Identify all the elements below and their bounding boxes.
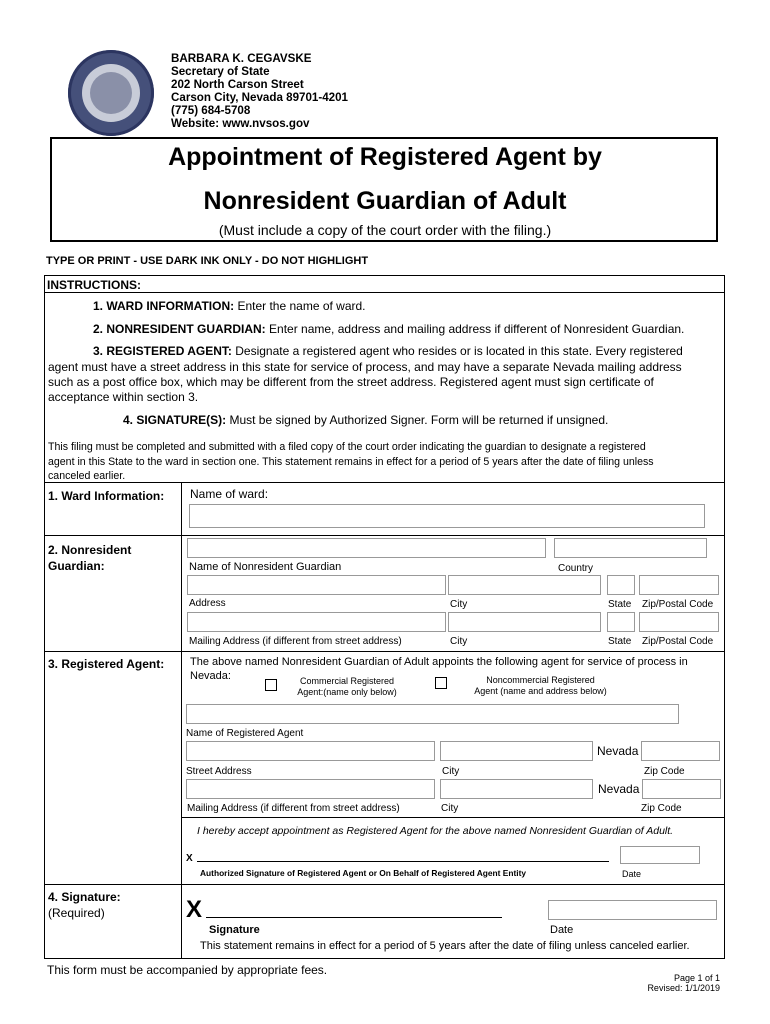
- agent-name-label: Name of Registered Agent: [186, 728, 304, 739]
- guardian-name-label: Name of Nonresident Guardian: [189, 561, 342, 573]
- state-label: State: [608, 599, 632, 610]
- commercial-agent-label: Commercial Registered Agent:(name only below): [297, 676, 397, 697]
- guardian-zip-field[interactable]: [639, 575, 719, 595]
- revised-date: Revised: 1/1/2019: [647, 983, 720, 993]
- instructions-heading: INSTRUCTIONS:: [47, 278, 141, 292]
- guardian-address-field[interactable]: [187, 575, 446, 595]
- instruction-3: 3. REGISTERED AGENT: Designate a registered agent who resides or is located in this state. Every registered: [93, 344, 683, 358]
- ward-name-label: Name of ward:: [190, 487, 269, 501]
- agent-signature-label: Authorized Signature of Registered Agent or On Behalf of Registered Agent Entity: [200, 868, 527, 878]
- street-address-label: Street Address: [186, 766, 252, 777]
- divider: [44, 535, 725, 536]
- mailing-zip-label: Zip/Postal Code: [642, 636, 714, 647]
- filing-note-line2: agent in this State to the ward in section one. This statement remains in effect for a period of 5 years after the date of filing unless: [48, 456, 654, 468]
- guardian-name-field[interactable]: [187, 538, 546, 558]
- instruction-2: 2. NONRESIDENT GUARDIAN: Enter name, address and mailing address if different of Nonresident Guardian.: [93, 322, 685, 336]
- agent-mailing-city-field[interactable]: [440, 779, 593, 799]
- court-order-note: (Must include a copy of the court order with the filing.): [218, 222, 552, 238]
- form-title-line2: Nonresident Guardian of Adult: [203, 187, 567, 215]
- agent-mailing-state-value: Nevada: [598, 782, 640, 796]
- secretary-address-block: [171, 52, 348, 130]
- guardian-mailing-city-field[interactable]: [448, 612, 601, 632]
- instruction-3-line4: acceptance within section 3.: [48, 390, 199, 404]
- signature-line[interactable]: [206, 917, 502, 918]
- form-title-line1: Appointment of Registered Agent by: [168, 143, 602, 171]
- agent-name-field[interactable]: [186, 704, 679, 724]
- divider: [181, 817, 725, 818]
- section1-label: 1. Ward Information:: [48, 489, 165, 503]
- nevada-state-seal-logo: [68, 50, 154, 136]
- ink-instruction: TYPE OR PRINT - USE DARK INK ONLY - DO NOT HIGHLIGHT: [46, 255, 369, 267]
- commercial-agent-checkbox[interactable]: [265, 679, 277, 691]
- page-info: [600, 973, 720, 993]
- zip-label: Zip/Postal Code: [642, 599, 714, 610]
- agent-date-field[interactable]: [620, 846, 700, 864]
- agent-mailing-zip-label: Zip Code: [641, 803, 682, 814]
- agent-mailing-label: Mailing Address (if different from street address): [187, 803, 400, 814]
- agent-mailing-address-field[interactable]: [186, 779, 435, 799]
- instruction-3-line2: agent must have a street address in this state for service of process, and may have a separate Nevada mailing address: [48, 360, 682, 374]
- guardian-city-field[interactable]: [448, 575, 601, 595]
- fees-note: This form must be accompanied by appropriate fees.: [47, 963, 328, 977]
- mailing-address-label: Mailing Address (if different from street address): [189, 636, 402, 647]
- ward-name-field[interactable]: [189, 504, 705, 528]
- agent-city-label: City: [442, 766, 460, 777]
- guardian-country-field[interactable]: [554, 538, 707, 558]
- agent-zip-field[interactable]: [641, 741, 720, 761]
- signature-date-label: Date: [550, 924, 574, 936]
- signature-x-mark: X: [186, 896, 203, 923]
- noncommercial-agent-label: Noncommercial Registered Agent (name and address below): [474, 675, 607, 696]
- filing-note-line3: canceled earlier.: [48, 470, 126, 482]
- agent-signature-line[interactable]: [197, 861, 609, 862]
- divider: [44, 292, 725, 293]
- agent-mailing-zip-field[interactable]: [642, 779, 721, 799]
- section-label-divider: [181, 482, 182, 959]
- agent-mailing-city-label: City: [441, 803, 459, 814]
- address-label: Address: [189, 598, 226, 609]
- secretary-name: BARBARA K. CEGAVSKE: [171, 52, 312, 65]
- section2-label: 2. Nonresident Guardian:: [48, 543, 132, 573]
- section4-label: 4. Signature: (Required): [48, 890, 121, 920]
- office-city: Carson City, Nevada 89701-4201: [171, 91, 349, 104]
- signature-date-field[interactable]: [548, 900, 717, 920]
- effect-statement: This statement remains in effect for a period of 5 years after the date of filing unless canceled earlier.: [200, 940, 690, 952]
- filing-note-line1: This filing must be completed and submitted with a filed copy of the court order indicating the guardian to designate a registered: [48, 441, 646, 453]
- instruction-3-line3: such as a post office box, which may be different from the street address. Registered agent must sign certificate of: [48, 375, 654, 389]
- page-number: Page 1 of 1: [673, 973, 720, 983]
- divider: [44, 884, 725, 885]
- office-website: Website: www.nvsos.gov: [171, 117, 310, 130]
- agent-date-label: Date: [622, 869, 642, 879]
- guardian-mailing-state-field[interactable]: [607, 612, 635, 632]
- signature-label: Signature: [209, 924, 260, 936]
- instruction-1: 1. WARD INFORMATION: Enter the name of ward.: [93, 299, 366, 313]
- mailing-city-label: City: [450, 636, 468, 647]
- agent-state-value: Nevada: [597, 744, 639, 758]
- guardian-mailing-zip-field[interactable]: [639, 612, 719, 632]
- agent-appointment-text: The above named Nonresident Guardian of Adult appoints the following agent for service of process in: [190, 656, 688, 668]
- agent-appointment-text-line2: Nevada:: [190, 670, 231, 682]
- divider: [44, 651, 725, 652]
- agent-zip-label: Zip Code: [644, 766, 685, 777]
- secretary-office: Secretary of State: [171, 65, 270, 78]
- city-label: City: [450, 599, 468, 610]
- guardian-mailing-address-field[interactable]: [187, 612, 446, 632]
- country-label: Country: [558, 563, 594, 574]
- guardian-state-field[interactable]: [607, 575, 635, 595]
- section3-label: 3. Registered Agent:: [48, 657, 165, 671]
- divider: [44, 482, 725, 483]
- noncommercial-agent-checkbox[interactable]: [435, 677, 447, 689]
- mailing-state-label: State: [608, 636, 632, 647]
- agent-city-field[interactable]: [440, 741, 593, 761]
- office-phone: (775) 684-5708: [171, 104, 251, 117]
- agent-acceptance-text: I hereby accept appointment as Registered Agent for the above named Nonresident Guardian of Adult.: [197, 825, 674, 837]
- office-street: 202 North Carson Street: [171, 78, 304, 91]
- instruction-4: 4. SIGNATURE(S): Must be signed by Authorized Signer. Form will be returned if unsigned.: [123, 413, 609, 427]
- agent-street-field[interactable]: [186, 741, 435, 761]
- agent-x-mark: X: [186, 853, 193, 864]
